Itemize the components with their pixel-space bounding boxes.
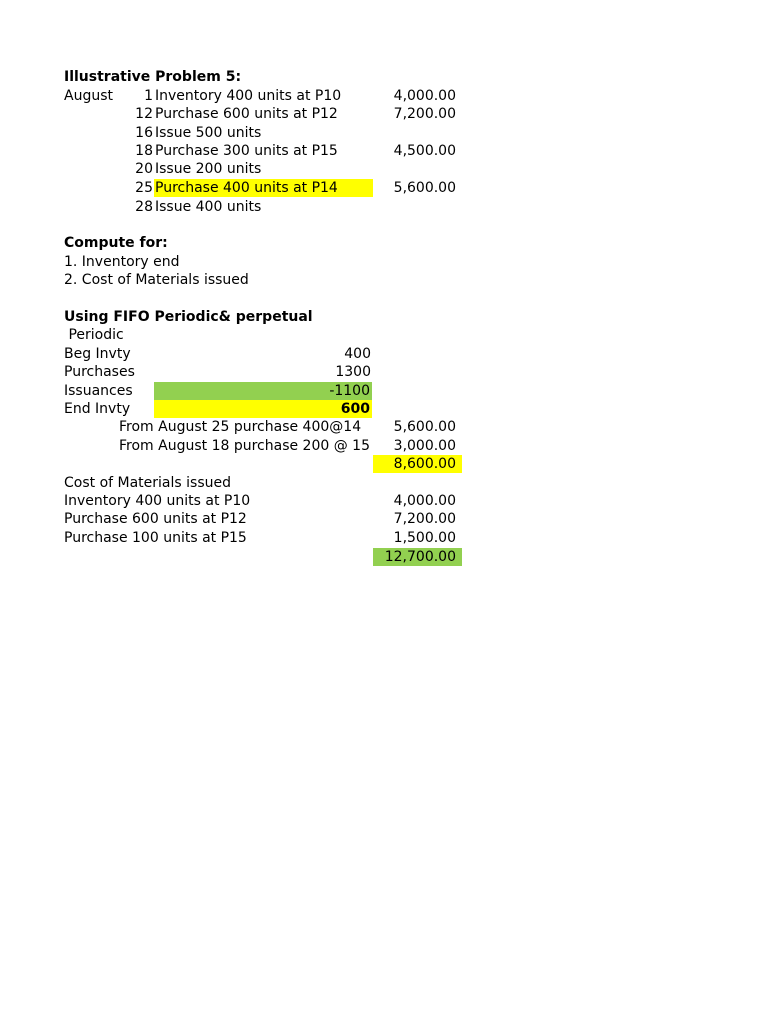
transaction-desc-highlighted[interactable]: Purchase 400 units at P14: [154, 179, 373, 197]
transaction-day[interactable]: 25: [135, 180, 153, 196]
transaction-row: [0, 87, 768, 105]
cost-issued-row: [0, 529, 768, 547]
fifo-label[interactable]: Purchases: [64, 364, 135, 380]
cost-issued-amount[interactable]: 1,500.00: [393, 530, 456, 546]
fifo-value[interactable]: 400: [344, 346, 371, 362]
transaction-row: [0, 160, 768, 178]
transaction-row: [0, 179, 768, 197]
transaction-row: [0, 124, 768, 142]
transaction-day[interactable]: 28: [135, 199, 153, 215]
end-inventory-detail-row: [0, 418, 768, 436]
fifo-subheading[interactable]: Periodic: [64, 327, 124, 343]
transaction-day[interactable]: 18: [135, 143, 153, 159]
end-inventory-detail-amount[interactable]: 5,600.00: [393, 419, 456, 435]
transaction-amount[interactable]: 7,200.00: [393, 106, 456, 122]
cost-issued-row: [0, 510, 768, 528]
transaction-day[interactable]: 12: [135, 106, 153, 122]
fifo-value[interactable]: 1300: [335, 364, 371, 380]
fifo-row: [0, 345, 768, 363]
cost-issued-heading[interactable]: Cost of Materials issued: [64, 475, 231, 491]
fifo-label[interactable]: End Invty: [64, 401, 131, 417]
fifo-row: [0, 400, 768, 418]
cost-issued-desc[interactable]: Purchase 600 units at P12: [64, 511, 247, 527]
transaction-day[interactable]: 1: [144, 88, 153, 104]
transaction-desc[interactable]: Issue 400 units: [155, 199, 262, 215]
fifo-row: [0, 382, 768, 400]
end-inventory-detail-desc[interactable]: From August 18 purchase 200 @ 15: [119, 438, 370, 454]
title-row: [0, 68, 768, 86]
transaction-desc[interactable]: Inventory 400 units at P10: [155, 88, 342, 104]
transaction-desc[interactable]: Issue 500 units: [155, 125, 262, 141]
cost-issued-row: [0, 492, 768, 510]
transaction-row: [0, 105, 768, 123]
problem-title[interactable]: Illustrative Problem 5:: [64, 69, 242, 85]
transaction-day[interactable]: 16: [135, 125, 153, 141]
transaction-amount[interactable]: 4,000.00: [393, 88, 456, 104]
fifo-label[interactable]: Issuances: [64, 383, 133, 399]
cost-issued-amount[interactable]: 7,200.00: [393, 511, 456, 527]
compute-item-row: [0, 253, 768, 271]
compute-heading[interactable]: Compute for:: [64, 235, 168, 251]
fifo-heading-row: [0, 308, 768, 326]
transaction-desc[interactable]: Purchase 600 units at P12: [155, 106, 338, 122]
cost-issued-total-row: [0, 548, 768, 566]
transaction-amount[interactable]: 5,600.00: [393, 180, 456, 196]
compute-item-row: [0, 271, 768, 289]
cost-issued-heading-row: [0, 474, 768, 492]
cost-issued-amount[interactable]: 4,000.00: [393, 493, 456, 509]
compute-heading-row: [0, 234, 768, 252]
transaction-desc[interactable]: Purchase 300 units at P15: [155, 143, 338, 159]
end-inventory-value[interactable]: 600: [154, 400, 372, 418]
transaction-desc[interactable]: Issue 200 units: [155, 161, 262, 177]
compute-item[interactable]: 2. Cost of Materials issued: [64, 272, 249, 288]
cost-issued-desc[interactable]: Purchase 100 units at P15: [64, 530, 247, 546]
fifo-subheading-row: [0, 326, 768, 344]
cost-issued-total[interactable]: 12,700.00: [373, 548, 462, 566]
end-inventory-detail-desc[interactable]: From August 25 purchase 400@14: [119, 419, 362, 435]
fifo-row: [0, 363, 768, 381]
end-inventory-detail-amount[interactable]: 3,000.00: [393, 438, 456, 454]
compute-item[interactable]: 1. Inventory end: [64, 254, 180, 270]
transaction-amount[interactable]: 4,500.00: [393, 143, 456, 159]
end-inventory-total-row: [0, 455, 768, 473]
end-inventory-total[interactable]: 8,600.00: [373, 455, 462, 473]
transaction-row: [0, 142, 768, 160]
fifo-value-highlighted[interactable]: -1100: [154, 382, 372, 400]
transaction-row: [0, 198, 768, 216]
cost-issued-desc[interactable]: Inventory 400 units at P10: [64, 493, 251, 509]
fifo-heading[interactable]: Using FIFO Periodic& perpetual: [64, 309, 313, 325]
transaction-day[interactable]: 20: [135, 161, 153, 177]
fifo-label[interactable]: Beg Invty: [64, 346, 131, 362]
transaction-month[interactable]: August: [64, 88, 113, 104]
end-inventory-detail-row: [0, 437, 768, 455]
